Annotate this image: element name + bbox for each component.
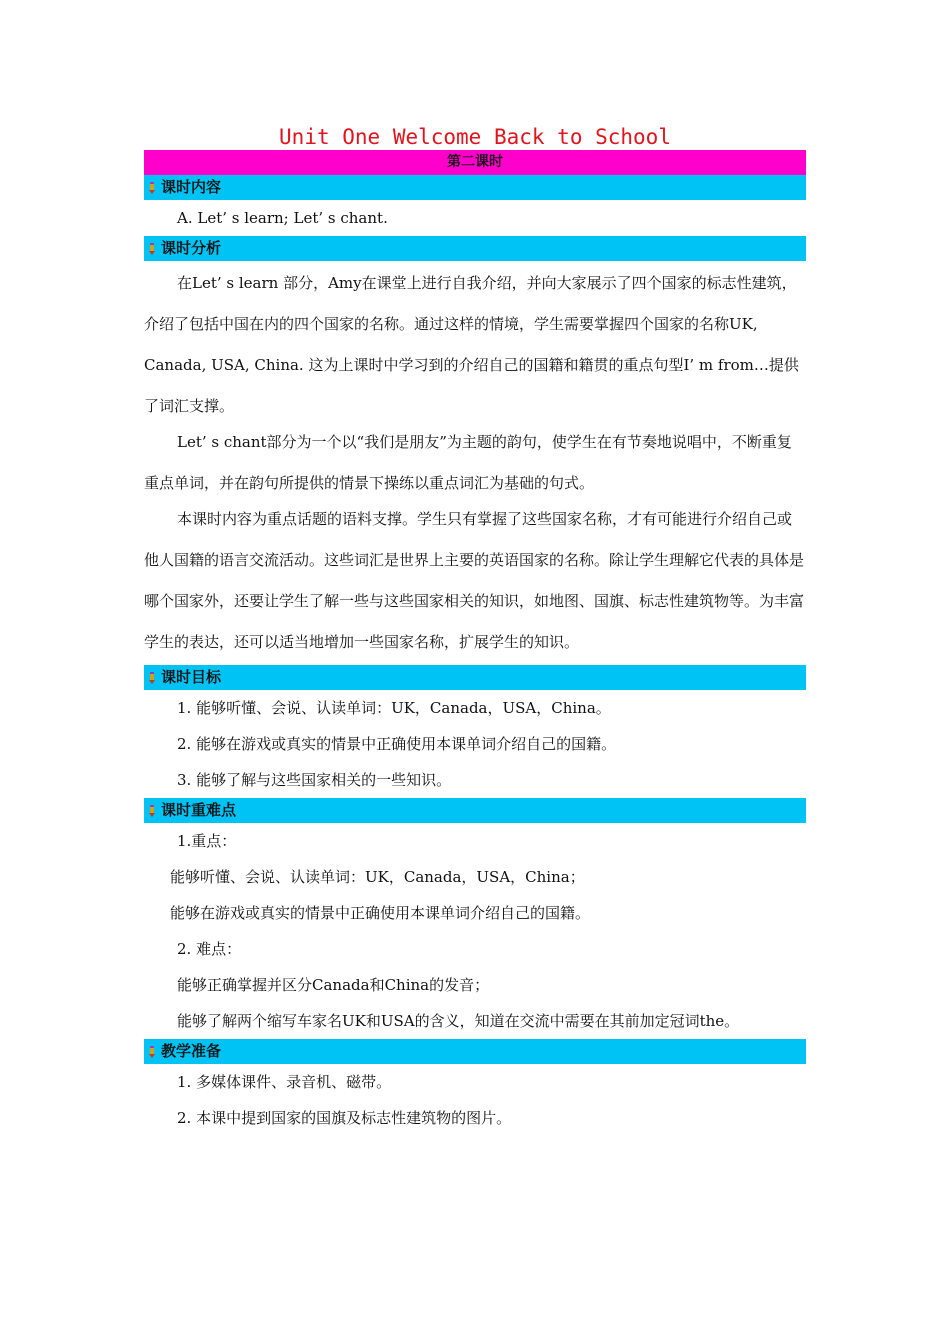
analysis-paragraph-1: 在Let’ s learn 部分，Amy在课堂上进行自我介绍，并向大家展示了四个国家的标志性建筑，介绍了包括中国在内的四个国家的名称。通过这样的情境，学生需要掌握四个国家的名称UK, Canada, USA, China. 这为上课时中学习到的介绍自己的国籍和籍贯的重点句型I’ m from…提供了词汇支撑。 xyxy=(144,274,799,415)
goal-item: 3. 能够了解与这些国家相关的一些知识。 xyxy=(177,771,452,789)
key-item: 能够听懂、会说、认读单词：UK，Canada，USA，China； xyxy=(170,868,585,886)
difficulty-item: 能够了解两个缩写车家名UK和USA的含义，知道在交流中需要在其前加定冠词the。 xyxy=(177,1012,740,1030)
difficulty-label: 2. 难点： xyxy=(177,940,242,958)
document-page xyxy=(144,124,806,1136)
pencil-icon xyxy=(145,242,159,256)
prep-item: 1. 多媒体课件、录音机、磁带。 xyxy=(177,1073,392,1091)
section-header-goals xyxy=(144,665,806,690)
goal-item: 2. 能够在游戏或真实的情景中正确使用本课单词介绍自己的国籍。 xyxy=(177,735,617,753)
document-title: Unit One Welcome Back to School xyxy=(279,125,671,149)
section-header-content xyxy=(144,175,806,200)
analysis-paragraph-2: Let’ s chant部分为一个以“我们是朋友”为主题的韵句，使学生在有节奏地说唱中，不断重复重点单词，并在韵句所提供的情景下操练以重点词汇为基础的句式。 xyxy=(144,433,792,492)
goal-item: 1. 能够听懂、会说、认读单词：UK，Canada，USA，China。 xyxy=(177,699,611,717)
key-label: 1.重点： xyxy=(177,832,237,850)
pencil-icon xyxy=(145,671,159,685)
content-text: A. Let’ s learn; Let’ s chant. xyxy=(177,209,388,227)
section-heading: 课时重难点 xyxy=(161,801,237,819)
section-heading: 课时分析 xyxy=(161,239,222,257)
section-header-prep xyxy=(144,1039,806,1064)
key-item: 能够在游戏或真实的情景中正确使用本课单词介绍自己的国籍。 xyxy=(170,904,591,922)
section-header-keypoints xyxy=(144,798,806,823)
analysis-paragraph-3: 本课时内容为重点话题的语料支撑。学生只有掌握了这些国家名称，才有可能进行介绍自己或他人国籍的语言交流活动。这些词汇是世界上主要的英语国家的名称。除让学生理解它代表的具体是哪个国家外，还要让学生了解一些与这些国家相关的知识，如地图、国旗、标志性建筑物等。为丰富学生的表达，还可以适当地增加一些国家名称，扩展学生的知识。 xyxy=(144,510,805,651)
section-heading: 课时目标 xyxy=(161,668,222,686)
section-header-analysis xyxy=(144,236,806,261)
pencil-icon xyxy=(145,181,159,195)
pencil-icon xyxy=(145,1045,159,1059)
difficulty-item: 能够正确掌握并区分Canada和China的发音； xyxy=(177,976,490,994)
section-heading: 课时内容 xyxy=(161,178,222,196)
prep-item: 2. 本课中提到国家的国旗及标志性建筑物的图片。 xyxy=(177,1109,512,1127)
pencil-icon xyxy=(145,804,159,818)
lesson-bar: 第二课时 xyxy=(144,150,806,175)
section-heading: 教学准备 xyxy=(161,1042,222,1060)
